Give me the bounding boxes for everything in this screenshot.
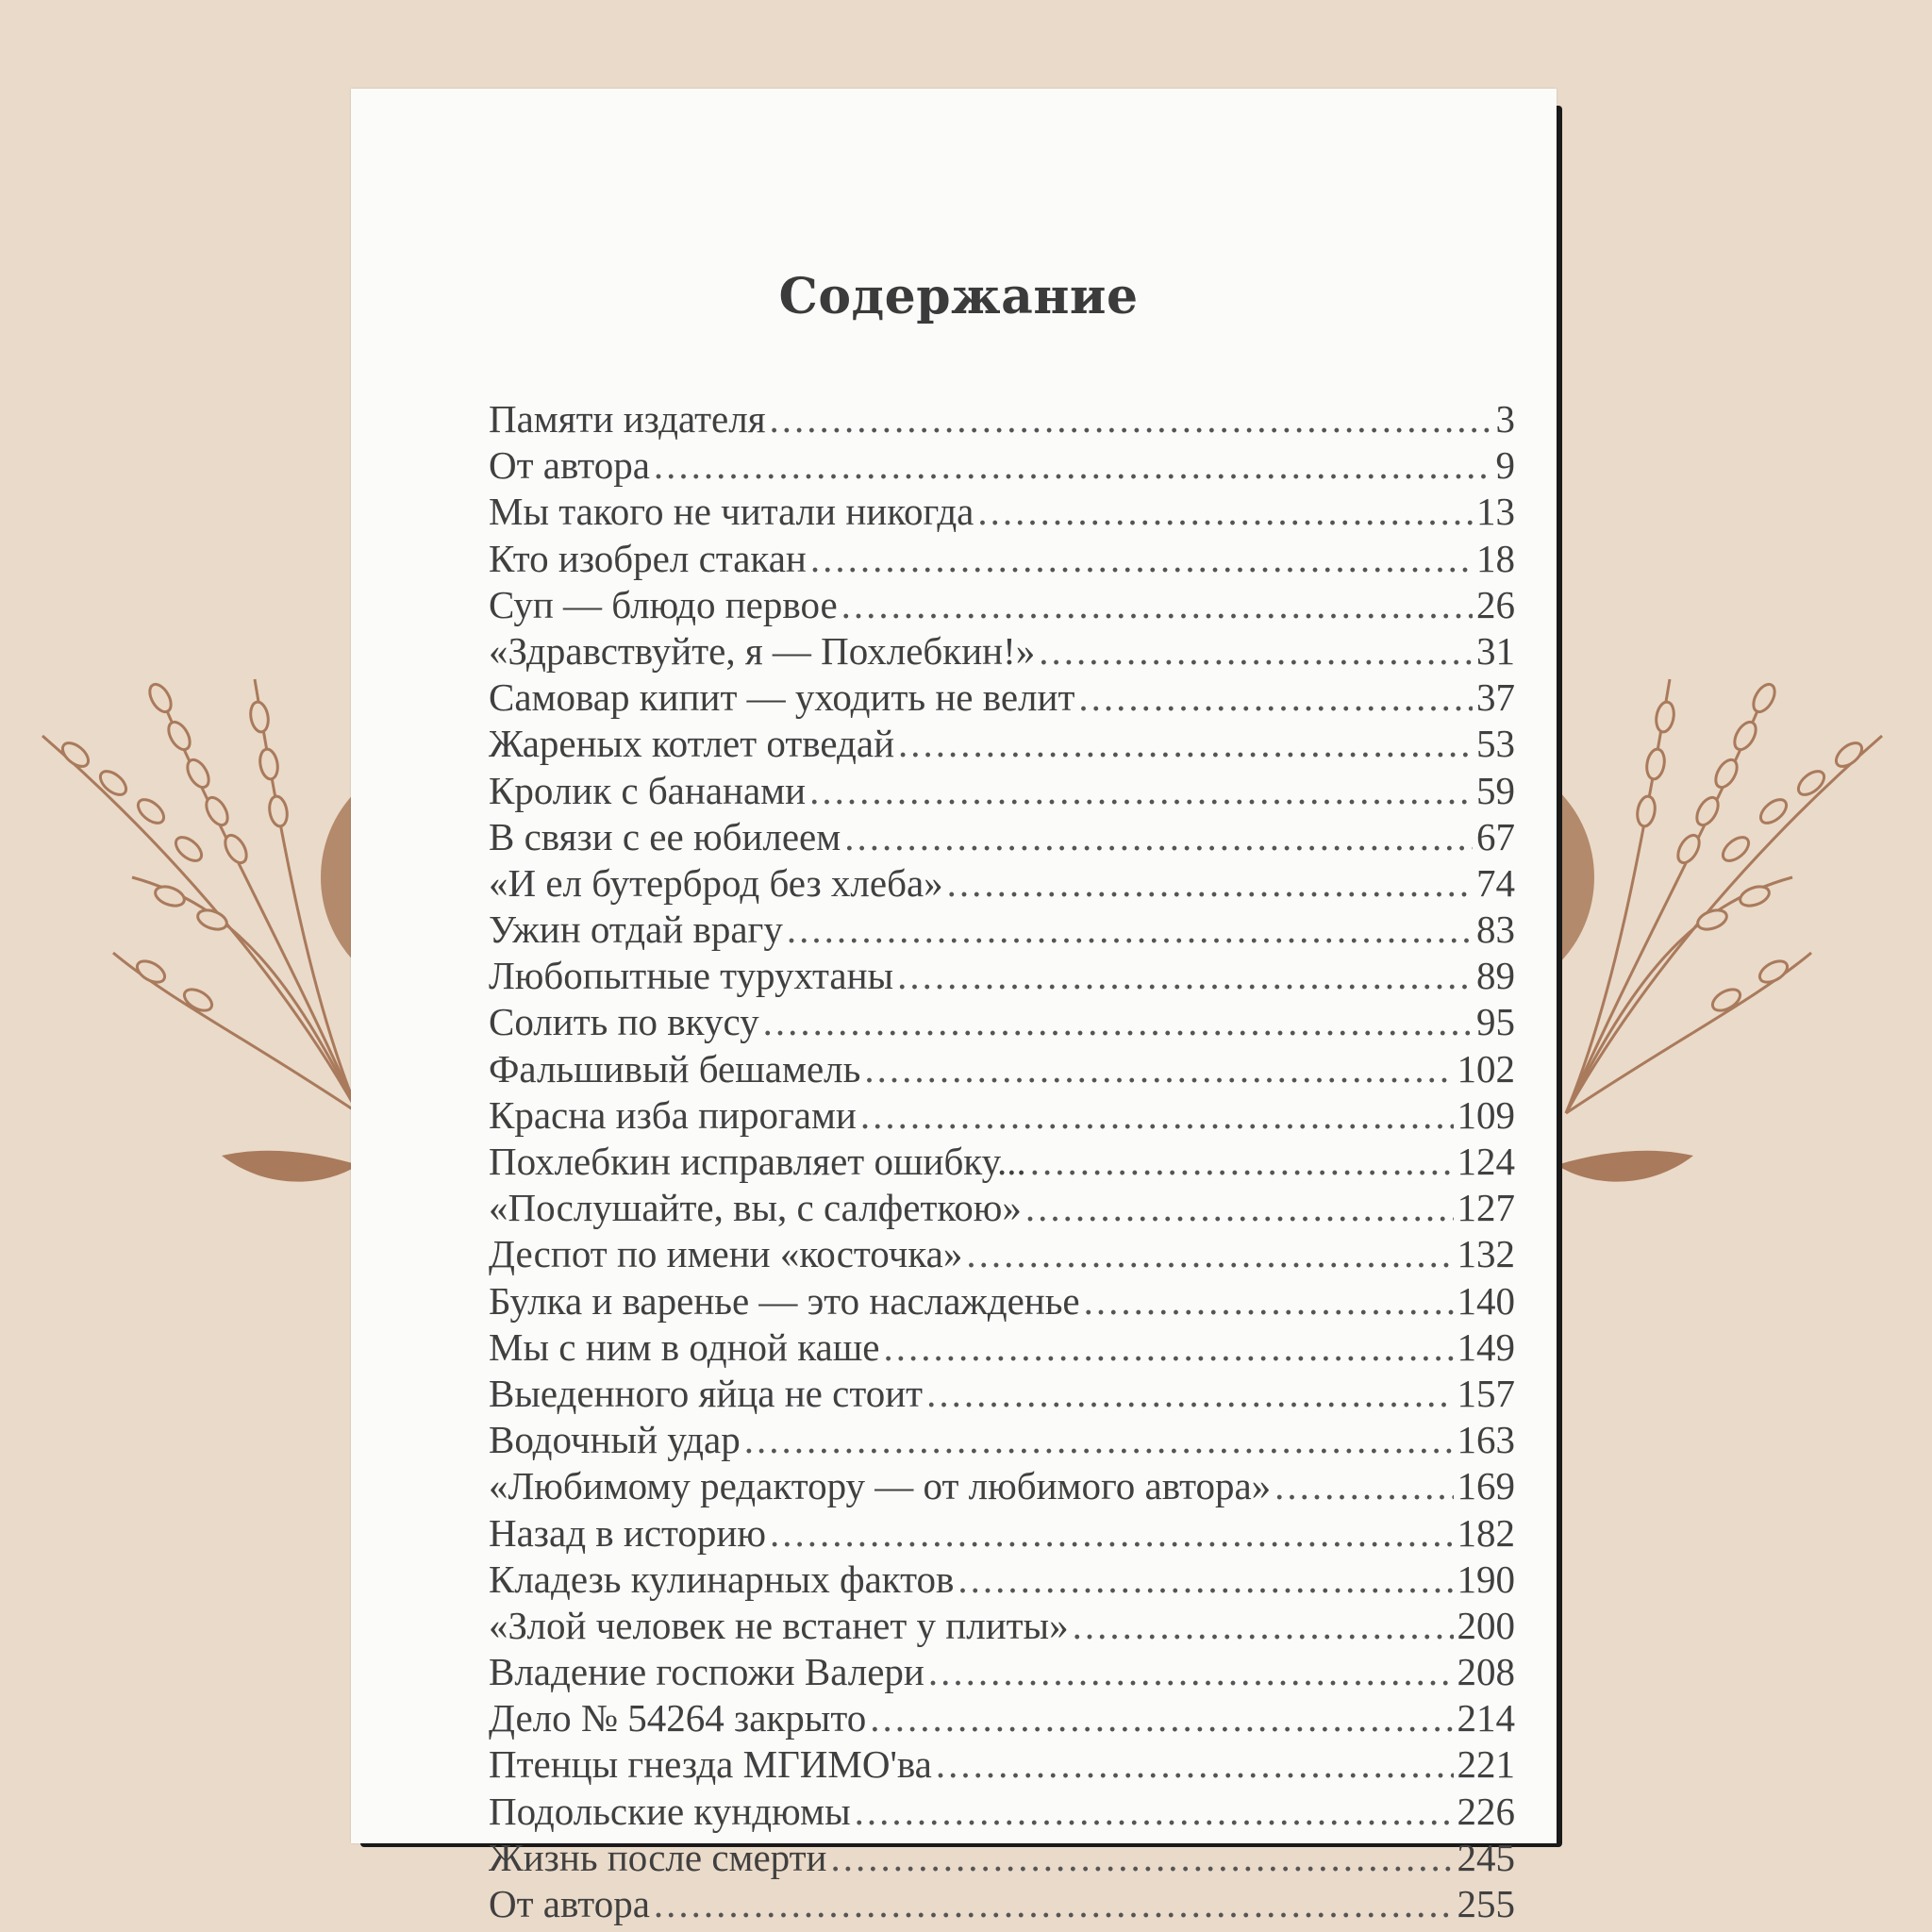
toc-entry-page: 95	[1476, 1000, 1515, 1044]
toc-entry-title: «И ел бутерброд без хлеба»	[489, 860, 943, 905]
toc-entry-page: 245	[1457, 1835, 1515, 1879]
willow-branch-icon	[42, 679, 358, 1113]
toc-entry-page: 13	[1476, 490, 1515, 534]
page-title: Содержание	[778, 268, 1139, 325]
toc-leader-dots	[947, 860, 1473, 906]
toc-entry-title: Самовар кипит — уходить не велит	[489, 675, 1075, 720]
toc-entry	[489, 768, 1515, 814]
toc-entry-page: 74	[1476, 860, 1515, 905]
toc-entry-page: 83	[1476, 908, 1515, 952]
toc-entry	[489, 1881, 1515, 1927]
toc-entry-title: Мы с ним в одной каше	[489, 1324, 880, 1369]
toc-leader-dots	[928, 1649, 1454, 1694]
toc-entry-title: Похлебкин исправляет ошибку...	[489, 1140, 1026, 1183]
toc-entry	[489, 1371, 1515, 1417]
toc-entry-title: В связи с ее юбилеем	[489, 814, 841, 858]
toc-leader-dots	[1039, 628, 1473, 674]
toc-entry	[489, 582, 1515, 628]
toc-entry-page: 214	[1457, 1696, 1515, 1740]
toc-entry	[489, 1835, 1515, 1881]
toc-entry-page: 124	[1457, 1140, 1515, 1183]
toc-entry-title: Жареных котлет отведай	[489, 722, 895, 766]
toc-entry-page: 26	[1476, 582, 1515, 626]
toc-leader-dots	[864, 1046, 1453, 1091]
toc-leader-dots	[926, 1371, 1453, 1416]
toc-entry-title: Владение госпожи Валери	[489, 1650, 924, 1694]
toc-entry-title: Булка и варенье — это наслажденье	[489, 1278, 1080, 1323]
toc-leader-dots	[1078, 675, 1473, 720]
toc-entry	[489, 1417, 1515, 1463]
toc-entry	[489, 953, 1515, 999]
toc-entry	[489, 907, 1515, 953]
toc-entry-page: 89	[1476, 954, 1515, 998]
toc-entry	[489, 1649, 1515, 1695]
toc-leader-dots	[809, 768, 1473, 813]
toc-entry-page: 3	[1495, 397, 1515, 441]
toc-entry-page: 200	[1457, 1603, 1515, 1647]
toc-entry	[489, 1741, 1515, 1788]
toc-leader-dots	[855, 1789, 1454, 1834]
toc-entry-page: 53	[1476, 722, 1515, 766]
toc-entry-title: Красна изба пирогами	[489, 1092, 857, 1137]
toc-leader-dots	[770, 396, 1492, 441]
toc-leader-dots	[966, 1231, 1453, 1276]
toc-entry-page: 18	[1476, 536, 1515, 580]
toc-entry-title: «Послушайте, вы, с салфеткою»	[489, 1186, 1022, 1230]
toc-leader-dots	[897, 953, 1473, 998]
toc-entry	[489, 1046, 1515, 1092]
toc-entry	[489, 536, 1515, 582]
toc-entry-title: Кто изобрел стакан	[489, 536, 807, 580]
toc-entry-page: 67	[1476, 814, 1515, 858]
toc-entry-title: Фальшивый бешамель	[489, 1046, 861, 1091]
toc-entry-title: Любопытные турухтаны	[489, 954, 894, 998]
toc-entry-title: Дело № 54264 закрыто	[489, 1696, 867, 1740]
toc-entry-page: 127	[1457, 1186, 1515, 1230]
toc-leader-dots	[770, 1510, 1453, 1556]
toc-entry	[489, 1324, 1515, 1371]
toc-entry	[489, 1695, 1515, 1741]
toc-entry	[489, 1557, 1515, 1603]
toc-entry-page: 226	[1457, 1789, 1515, 1833]
toc-leader-dots	[898, 721, 1473, 766]
toc-entry-title: Солить по вкусу	[489, 1000, 759, 1044]
toc-leader-dots	[1025, 1185, 1454, 1230]
toc-entry	[489, 675, 1515, 721]
toc-entry	[489, 721, 1515, 767]
toc-leader-dots	[744, 1417, 1454, 1462]
toc-entry-page: 132	[1457, 1232, 1515, 1276]
toc-leader-dots	[860, 1092, 1454, 1138]
toc-entry-title: Памяти издателя	[489, 397, 766, 441]
table-of-contents	[489, 396, 1515, 1927]
toc-leader-dots	[831, 1835, 1454, 1880]
toc-entry-title: От автора	[489, 443, 650, 488]
toc-entry-title: От автора	[489, 1882, 650, 1925]
right-leaf-icon	[1557, 1151, 1693, 1182]
toc-leader-dots	[870, 1695, 1453, 1740]
toc-leader-dots	[787, 907, 1473, 952]
toc-entry	[489, 814, 1515, 860]
toc-entry	[489, 628, 1515, 675]
toc-entry-title: Кладезь кулинарных фактов	[489, 1557, 955, 1601]
toc-entry-title: Кролик с бананами	[489, 768, 807, 812]
toc-entry-title: Деспот по имени «косточка»	[489, 1232, 963, 1276]
toc-entry-title: Жизнь после смерти	[489, 1835, 827, 1879]
toc-leader-dots	[810, 536, 1473, 581]
toc-leader-dots	[1274, 1463, 1453, 1508]
toc-leader-dots	[841, 582, 1473, 627]
toc-entry-page: 182	[1457, 1510, 1515, 1555]
toc-entry-title: Ужин отдай врагу	[489, 908, 783, 952]
toc-entry	[489, 1510, 1515, 1557]
toc-entry-page: 157	[1457, 1371, 1515, 1415]
toc-leader-dots	[763, 999, 1473, 1044]
toc-leader-dots	[654, 1881, 1454, 1926]
book-page	[351, 89, 1557, 1925]
toc-entry-page: 149	[1457, 1324, 1515, 1369]
willow-branch-icon	[1566, 679, 1882, 1113]
toc-entry-page: 31	[1476, 628, 1515, 673]
toc-entry	[489, 1278, 1515, 1324]
toc-entry-page: 163	[1457, 1418, 1515, 1462]
toc-leader-dots	[844, 814, 1473, 859]
toc-entry-page: 169	[1457, 1464, 1515, 1508]
toc-leader-dots	[1084, 1278, 1454, 1324]
toc-entry-title: Водочный удар	[489, 1418, 741, 1462]
toc-entry	[489, 999, 1515, 1045]
toc-entry	[489, 396, 1515, 442]
toc-entry-page: 9	[1495, 443, 1515, 488]
toc-entry-page: 102	[1457, 1046, 1515, 1091]
toc-entry-title: Мы такого не читали никогда	[489, 490, 974, 534]
toc-leader-dots	[654, 442, 1492, 488]
toc-entry	[489, 1092, 1515, 1139]
toc-entry	[489, 1463, 1515, 1509]
toc-entry-title: «Злой человек не встанет у плиты»	[489, 1603, 1069, 1647]
toc-entry-title: «Здравствуйте, я — Похлебкин!»	[489, 628, 1036, 673]
toc-leader-dots	[936, 1741, 1454, 1787]
left-leaf-icon	[222, 1151, 358, 1182]
toc-entry	[489, 442, 1515, 489]
toc-entry-page: 140	[1457, 1278, 1515, 1323]
toc-entry	[489, 489, 1515, 535]
toc-entry	[489, 1231, 1515, 1277]
toc-entry	[489, 1603, 1515, 1649]
toc-entry-page: 255	[1457, 1882, 1515, 1925]
toc-entry-title: Выеденного яйца не стоит	[489, 1371, 924, 1415]
toc-entry-title: Птенцы гнезда МГИМО'ва	[489, 1742, 932, 1787]
toc-entry	[489, 860, 1515, 907]
toc-leader-dots	[1073, 1603, 1454, 1648]
toc-entry-page: 59	[1476, 768, 1515, 812]
toc-entry-page: 37	[1476, 675, 1515, 720]
toc-entry-title: Подольские кундюмы	[489, 1789, 851, 1833]
toc-entry-page: 208	[1457, 1650, 1515, 1694]
toc-entry-page: 109	[1457, 1092, 1515, 1137]
toc-entry-title: «Любимому редактору — от любимого автора»	[489, 1464, 1272, 1508]
toc-leader-dots	[883, 1324, 1453, 1370]
toc-leader-dots	[1030, 1139, 1454, 1184]
toc-entry	[489, 1185, 1515, 1231]
toc-leader-dots	[977, 489, 1473, 534]
toc-entry-page: 221	[1457, 1742, 1515, 1787]
toc-leader-dots	[958, 1557, 1453, 1602]
toc-entry-title: Назад в историю	[489, 1510, 767, 1555]
toc-entry-page: 190	[1457, 1557, 1515, 1601]
toc-entry	[489, 1139, 1515, 1185]
toc-entry-title: Суп — блюдо первое	[489, 582, 838, 626]
toc-entry	[489, 1789, 1515, 1835]
